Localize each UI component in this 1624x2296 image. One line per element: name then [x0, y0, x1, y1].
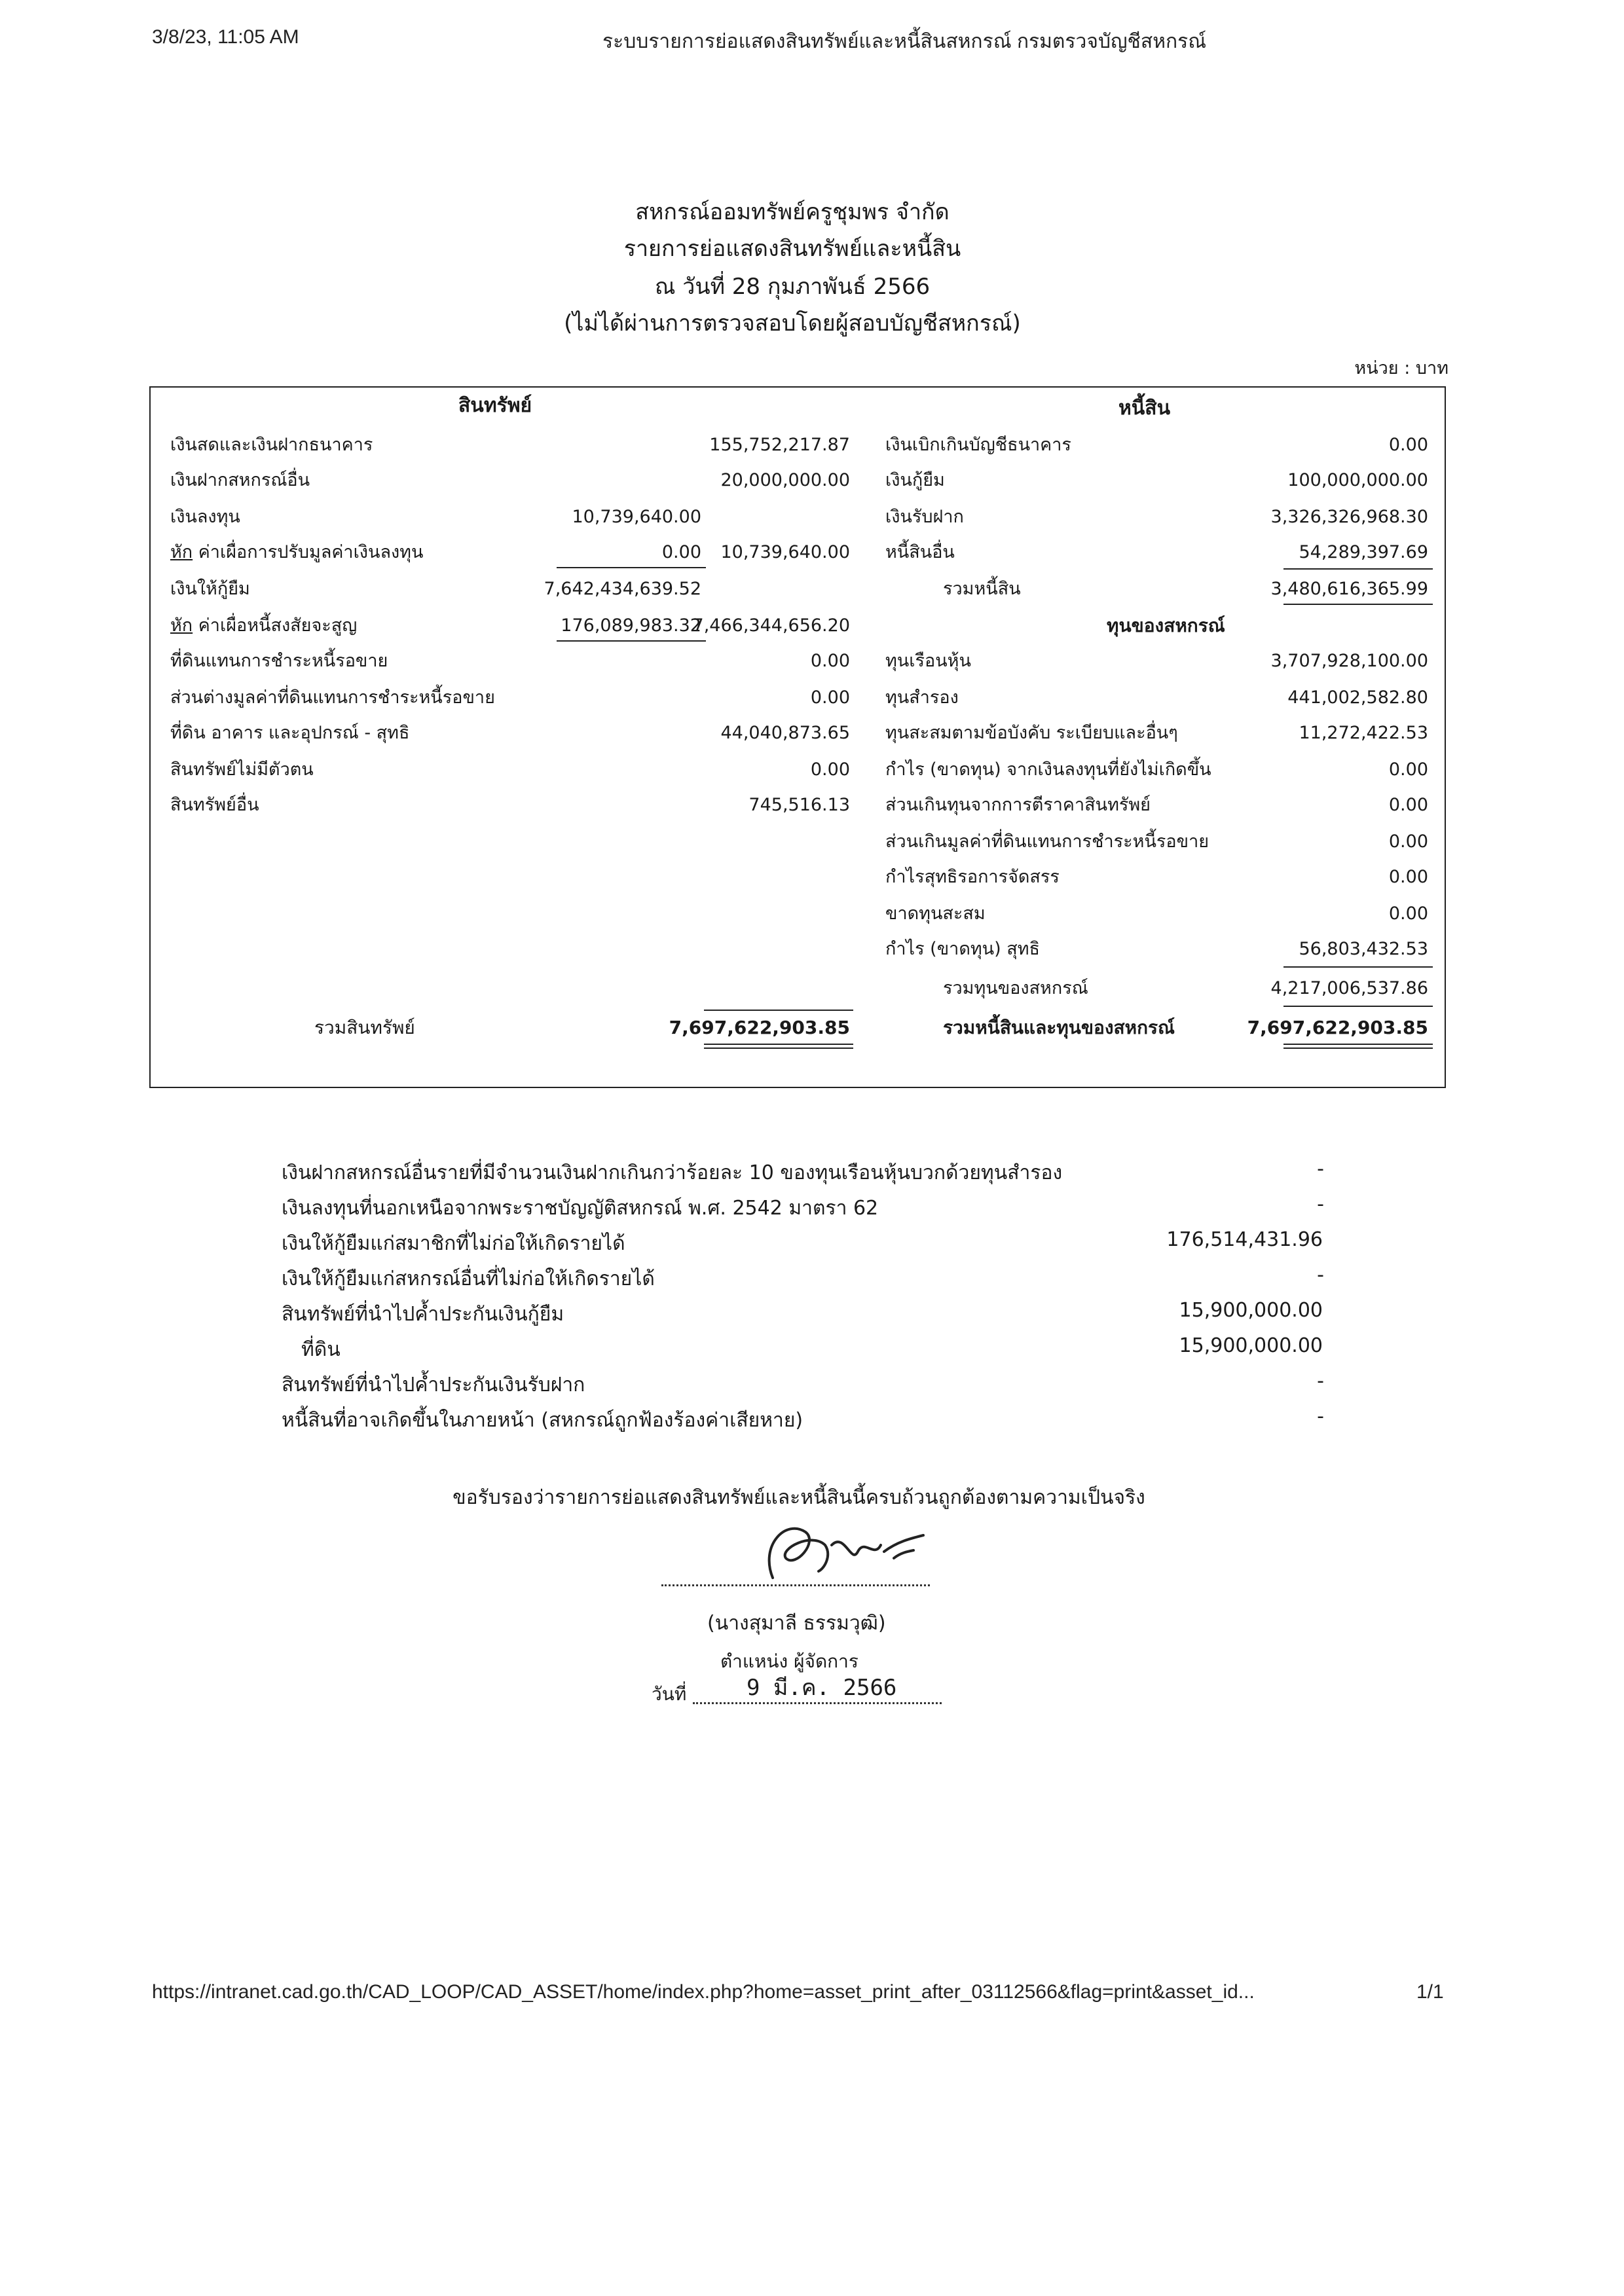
eq-net-profit-label: กำไร (ขาดทุน) สุทธิ	[885, 939, 1040, 959]
asset-other-value: 745,516.13	[748, 795, 850, 815]
liab-overdraft-label: เงินเบิกเกินบัญชีธนาคาร	[885, 435, 1071, 455]
grand-total-value: 7,697,622,903.85	[1247, 1017, 1428, 1038]
eq-revaluation-label: ส่วนเกินทุนจากการตีราคาสินทรัพย์	[885, 795, 1151, 815]
certification-statement: ขอรับรองว่ารายการย่อแสดงสินทรัพย์และหนี้สินนี้ครบถ้วนถูกต้องตามความเป็นจริง	[452, 1486, 1145, 1509]
eq-foreclosed-surplus-value: 0.00	[1388, 831, 1428, 852]
liab-total-label: รวมหนี้สิน	[943, 579, 1021, 599]
asset-coop-deposit-label: เงินฝากสหกรณ์อื่น	[170, 470, 310, 490]
eq-total-label: รวมทุนของสหกรณ์	[943, 978, 1088, 998]
liab-borrowings-label: เงินกู้ยืม	[885, 470, 945, 490]
eq-accum-label: ทุนสะสมตามข้อบังคับ ระเบียบและอื่นๆ	[885, 723, 1178, 743]
asset-total-top-line	[704, 1010, 853, 1011]
eq-share-label: ทุนเรือนหุ้น	[885, 651, 971, 671]
note-label: เงินลงทุนที่นอกเหนือจากพระราชบัญญัติสหกรณ์ พ.ศ. 2542 มาตรา 62	[282, 1197, 879, 1220]
note-value: -	[1317, 1370, 1324, 1393]
eq-accum-value: 11,272,422.53	[1299, 723, 1428, 743]
signer-position: ตำแหน่ง ผู้จัดการ	[720, 1650, 858, 1672]
eq-accum-loss-value: 0.00	[1388, 903, 1428, 924]
asset-intangible-value: 0.00	[810, 759, 850, 780]
asset-loans-value: 7,642,434,639.52	[544, 579, 701, 599]
signature-line	[661, 1584, 930, 1586]
note-value: -	[1317, 1157, 1324, 1180]
asset-total-double-line-2	[704, 1048, 853, 1049]
liab-other-value: 54,289,397.69	[1299, 542, 1428, 562]
eq-unallocated-value: 0.00	[1388, 867, 1428, 887]
asset-investment-adj-value: 0.00	[661, 542, 701, 562]
balance-sheet-box	[149, 386, 1446, 1088]
eq-reserve-value: 441,002,582.80	[1287, 687, 1428, 708]
note-label: เงินให้กู้ยืมแก่สหกรณ์อื่นที่ไม่ก่อให้เกิดรายได้	[282, 1267, 655, 1290]
note-value: 176,514,431.96	[1166, 1228, 1323, 1251]
asset-ppe-value: 44,040,873.65	[720, 723, 850, 743]
note-label: สินทรัพย์ที่นำไปค้ำประกันเงินกู้ยืม	[282, 1303, 564, 1326]
liab-borrowings-value: 100,000,000.00	[1287, 470, 1428, 490]
grand-total-double-line-1	[1283, 1044, 1433, 1045]
asset-investment-value: 10,739,640.00	[572, 507, 701, 527]
less-word: หัก	[170, 615, 193, 636]
less-word: หัก	[170, 542, 193, 562]
asset-intangible-label: สินทรัพย์ไม่มีตัวตน	[170, 759, 314, 780]
investment-subtotal-line	[557, 567, 706, 568]
asset-coop-deposit-value: 20,000,000.00	[720, 470, 850, 490]
liab-deposits-label: เงินรับฝาก	[885, 507, 964, 527]
assets-heading: สินทรัพย์	[458, 394, 532, 417]
note-label: ที่ดิน	[301, 1338, 341, 1361]
note-label: หนี้สินที่อาจเกิดขึ้นในภายหน้า (สหกรณ์ถูกฟ้องร้องค่าเสียหาย)	[282, 1409, 803, 1432]
asset-doubtful-value: 176,089,983.32	[561, 615, 701, 636]
asset-foreclosed-label: ที่ดินแทนการชำระหนี้รอขาย	[170, 651, 388, 671]
report-title: รายการย่อแสดงสินทรัพย์และหนี้สิน	[623, 236, 961, 262]
eq-unrealized-value: 0.00	[1388, 759, 1428, 780]
system-title: ระบบรายการย่อแสดงสินทรัพย์และหนี้สินสหกรณ์ กรมตรวจบัญชีสหกรณ์	[602, 31, 1207, 52]
asset-doubtful-label: หัก ค่าเผื่อหนี้สงสัยจะสูญ	[170, 615, 358, 636]
note-label: เงินฝากสหกรณ์อื่นรายที่มีจำนวนเงินฝากเกินกว่าร้อยละ 10 ของทุนเรือนหุ้นบวกด้วยทุนสำรอง	[282, 1161, 1063, 1184]
date-line	[693, 1702, 942, 1704]
asset-ppe-label: ที่ดิน อาคาร และอุปกรณ์ - สุทธิ	[170, 723, 410, 743]
liab-deposits-value: 3,326,326,968.30	[1270, 507, 1428, 527]
asset-total-double-line-1	[704, 1044, 853, 1045]
eq-revaluation-value: 0.00	[1388, 795, 1428, 815]
asset-foreclosed-diff-label: ส่วนต่างมูลค่าที่ดินแทนการชำระหนี้รอขาย	[170, 687, 495, 708]
note-value: 15,900,000.00	[1179, 1299, 1323, 1322]
print-datetime: 3/8/23, 11:05 AM	[152, 26, 299, 48]
eq-share-value: 3,707,928,100.00	[1270, 651, 1428, 671]
signer-name: (นางสุมาลี ธรรมวุฒิ)	[707, 1612, 886, 1635]
audit-note: (ไม่ได้ผ่านการตรวจสอบโดยผู้สอบบัญชีสหกรณ์)	[564, 310, 1021, 337]
equity-heading: ทุนของสหกรณ์	[1107, 615, 1225, 636]
liab-overdraft-value: 0.00	[1388, 435, 1428, 455]
asset-loans-label: เงินให้กู้ยืม	[170, 579, 250, 599]
eq-total-top-line	[1283, 966, 1433, 968]
liab-total-value: 3,480,616,365.99	[1270, 579, 1428, 599]
asset-total-value: 7,697,622,903.85	[669, 1017, 850, 1038]
signature-image	[733, 1506, 930, 1591]
sign-date-label: วันที่	[652, 1683, 687, 1705]
grand-total-top-line	[1283, 1006, 1433, 1007]
footer-url: https://intranet.cad.go.th/CAD_LOOP/CAD_ASSET/home/index.php?home=asset_print_after_03112566&flag=print&asset_id...	[152, 1981, 1255, 2003]
asset-investment-label: เงินลงทุน	[170, 507, 240, 527]
eq-unrealized-label: กำไร (ขาดทุน) จากเงินลงทุนที่ยังไม่เกิดขึ้น	[885, 759, 1211, 780]
eq-reserve-label: ทุนสำรอง	[885, 687, 959, 708]
liabilities-heading: หนี้สิน	[1118, 397, 1171, 420]
asset-other-label: สินทรัพย์อื่น	[170, 795, 259, 815]
note-value: -	[1317, 1193, 1324, 1216]
report-date: ณ วันที่ 28 กุมภาพันธ์ 2566	[654, 274, 931, 300]
asset-investment-net-value: 10,739,640.00	[720, 542, 850, 562]
note-value: -	[1317, 1405, 1324, 1428]
note-label: สินทรัพย์ที่นำไปค้ำประกันเงินรับฝาก	[282, 1374, 585, 1396]
asset-cash-label: เงินสดและเงินฝากธนาคาร	[170, 435, 373, 455]
note-value: 15,900,000.00	[1179, 1334, 1323, 1357]
asset-total-label: รวมสินทรัพย์	[314, 1017, 415, 1038]
eq-foreclosed-surplus-label: ส่วนเกินมูลค่าที่ดินแทนการชำระหนี้รอขาย	[885, 831, 1209, 852]
liab-total-top-line	[1283, 568, 1433, 570]
liab-total-bottom-line	[1283, 604, 1433, 605]
note-value: -	[1317, 1264, 1324, 1286]
footer-page: 1/1	[1416, 1981, 1444, 2003]
sign-date-value: 9 มี.ค. 2566	[747, 1675, 897, 1701]
grand-total-double-line-2	[1283, 1048, 1433, 1049]
grand-total-label: รวมหนี้สินและทุนของสหกรณ์	[943, 1017, 1175, 1038]
asset-loans-net-value: 7,466,344,656.20	[692, 615, 850, 636]
eq-total-value: 4,217,006,537.86	[1270, 978, 1428, 998]
eq-net-profit-value: 56,803,432.53	[1299, 939, 1428, 959]
unit-label: หน่วย : บาท	[1354, 358, 1449, 378]
liab-other-label: หนี้สินอื่น	[885, 542, 955, 562]
asset-foreclosed-value: 0.00	[810, 651, 850, 671]
eq-unallocated-label: กำไรสุทธิรอการจัดสรร	[885, 867, 1060, 887]
note-label: เงินให้กู้ยืมแก่สมาชิกที่ไม่ก่อให้เกิดรายได้	[282, 1232, 625, 1255]
eq-accum-loss-label: ขาดทุนสะสม	[885, 903, 986, 924]
loans-subtotal-line	[557, 640, 706, 642]
asset-cash-value: 155,752,217.87	[709, 435, 850, 455]
asset-investment-adj-label: หัก ค่าเผื่อการปรับมูลค่าเงินลงทุน	[170, 542, 424, 562]
coop-name: สหกรณ์ออมทรัพย์ครูชุมพร จำกัด	[635, 199, 950, 225]
asset-foreclosed-diff-value: 0.00	[810, 687, 850, 708]
